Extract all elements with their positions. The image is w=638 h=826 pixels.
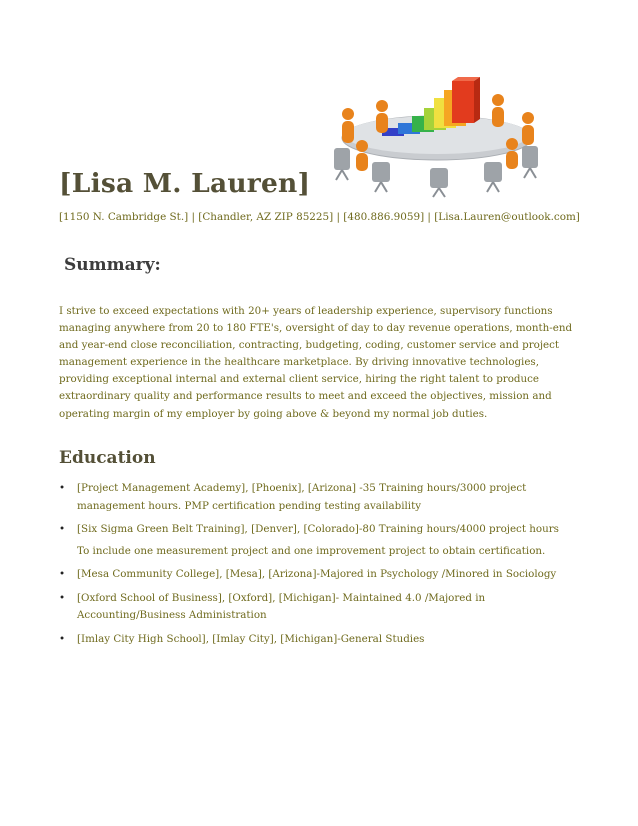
- education-item-text: [Mesa Community College], [Mesa], [Arizona]-Majored in Psychology /Minored in Sociology: [77, 568, 557, 580]
- education-item-text: [Oxford School of Business], [Oxford], [Michigan]- Maintained 4.0 /Majored in Accounting/Business Administration: [77, 591, 486, 621]
- summary-paragraph: I strive to exceed expectations with 20+ years of leadership experience, supervisory functions managing anywhere from 20 to 180 FTE's, oversight of day to day revenue operations, month-end and year-end close reconciliation, contracting, budgeting, coding, customer service and project management experience in the healthcare marketplace. By driving innovative technologies, providing exceptional internal and external client service, hiring the right talent to produce extraordinary quality and performance results to meet and exceed the objectives, mission and operating margin of my employer by going above & beyond my normal job duties.: [59, 305, 573, 420]
- contact-email: [Lisa.Lauren@outlook.com]: [434, 211, 580, 223]
- bullet-icon: •: [59, 632, 66, 645]
- education-item-text: [Imlay City High School], [Imlay City], [Michigan]-General Studies: [77, 632, 425, 645]
- contact-address: [1150 N. Cambridge St.]: [59, 211, 189, 223]
- contact-separator: |: [333, 211, 344, 223]
- education-heading: Education: [59, 448, 156, 468]
- contact-line: [59, 211, 580, 223]
- bullet-icon: •: [59, 482, 66, 494]
- education-item-text: [Project Management Academy], [Phoenix], [Arizona] -35 Training hours/3000 project management hours. PMP certification pending testing availability: [77, 482, 527, 512]
- education-item: [59, 631, 579, 649]
- bullet-icon: •: [59, 591, 66, 604]
- candidate-name: [Lisa M. Lauren]: [59, 168, 311, 199]
- education-item-text: [Six Sigma Green Belt Training], [Denver], [Colorado]-80 Training hours/4000 project hours: [77, 523, 559, 535]
- contact-city: [Chandler, AZ ZIP 85225]: [198, 211, 334, 223]
- bullet-icon: •: [59, 568, 66, 580]
- bullet-icon: •: [59, 523, 66, 535]
- education-item: [59, 590, 579, 625]
- education-item-note: To include one measurement project and one improvement project to obtain certification.: [77, 544, 546, 557]
- education-item: [59, 480, 579, 515]
- education-item: [59, 566, 579, 584]
- meeting-table-bar-chart-icon: [312, 76, 562, 198]
- education-list: [59, 480, 579, 654]
- contact-phone: [480.886.9059]: [343, 211, 425, 223]
- contact-separator: |: [188, 211, 199, 223]
- summary-heading: Summary:: [64, 255, 161, 275]
- education-item: [59, 521, 579, 560]
- contact-separator: |: [424, 211, 435, 223]
